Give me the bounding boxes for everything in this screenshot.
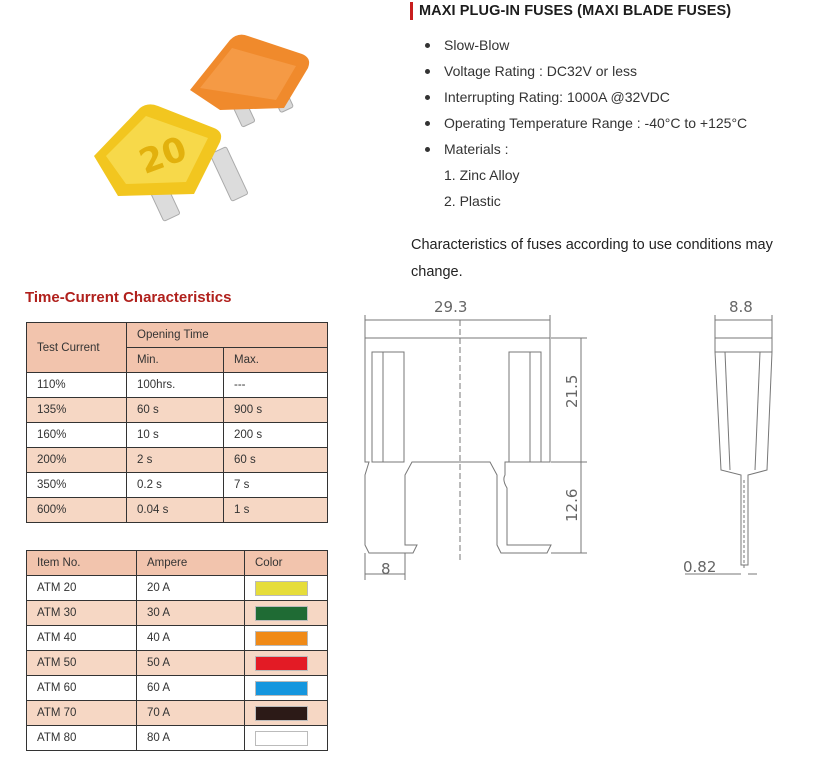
max-time-cell: 7 s: [224, 473, 328, 498]
spec-bullet: Materials :: [410, 136, 820, 162]
spec-bullet: Voltage Rating : DC32V or less: [410, 58, 820, 84]
table-row: [27, 473, 328, 498]
max-time-cell: 60 s: [224, 448, 328, 473]
item-no-cell: ATM 50: [27, 651, 137, 676]
color-swatch: [255, 656, 308, 671]
item-no-cell: ATM 30: [27, 601, 137, 626]
table-row: [27, 576, 328, 601]
ampere-header: Ampere: [137, 551, 245, 576]
table-row: [27, 423, 328, 448]
spec-section: [410, 2, 820, 214]
color-cell: [245, 576, 328, 601]
table-row: [27, 448, 328, 473]
color-cell: [245, 701, 328, 726]
test-current-cell: 110%: [27, 373, 127, 398]
color-cell: [245, 601, 328, 626]
thickness-dimension-label: 8.8: [729, 298, 753, 316]
min-time-cell: 60 s: [127, 398, 224, 423]
table-row: [27, 373, 328, 398]
svg-text:20: 20: [134, 128, 193, 183]
spec-bullet: Interrupting Rating: 1000A @32VDC: [410, 84, 820, 110]
spec-bullet: Slow-Blow: [410, 32, 820, 58]
ampere-cell: 80 A: [137, 726, 245, 751]
item-no-header: Item No.: [27, 551, 137, 576]
body-height-dimension-label: 21.5: [563, 374, 581, 408]
table-row: [27, 726, 328, 751]
test-current-cell: 200%: [27, 448, 127, 473]
item-no-cell: ATM 40: [27, 626, 137, 651]
material-item: 2. Plastic: [444, 193, 501, 209]
blade-height-dimension-label: 12.6: [563, 488, 581, 522]
color-header: Color: [245, 551, 328, 576]
min-time-cell: 0.04 s: [127, 498, 224, 523]
test-current-header: Test Current: [27, 323, 127, 373]
time-current-table: [26, 322, 328, 523]
color-cell: [245, 626, 328, 651]
width-dimension-label: 29.3: [434, 298, 468, 316]
item-no-cell: ATM 80: [27, 726, 137, 751]
color-cell: [245, 651, 328, 676]
orange-fuse-image: [190, 35, 309, 128]
ampere-cell: 50 A: [137, 651, 245, 676]
min-time-cell: 100hrs.: [127, 373, 224, 398]
spec-bullet: Operating Temperature Range : -40°C to +125°C: [410, 110, 820, 136]
material-item: 1. Zinc Alloy: [444, 167, 520, 183]
item-no-cell: ATM 20: [27, 576, 137, 601]
max-time-cell: ---: [224, 373, 328, 398]
color-swatch: [255, 581, 308, 596]
item-no-cell: ATM 70: [27, 701, 137, 726]
table-row: [27, 701, 328, 726]
ampere-cell: 20 A: [137, 576, 245, 601]
ampere-cell: 30 A: [137, 601, 245, 626]
spec-bullet-list: [410, 32, 820, 162]
color-swatch: [255, 731, 308, 746]
max-header: Max.: [224, 348, 328, 373]
dimension-drawing: [355, 290, 825, 590]
test-current-cell: 350%: [27, 473, 127, 498]
spec-title: MAXI PLUG-IN FUSES (MAXI BLADE FUSES): [410, 2, 820, 20]
table-header-row: [27, 551, 328, 576]
color-cell: [245, 726, 328, 751]
test-current-cell: 600%: [27, 498, 127, 523]
table-row: [27, 676, 328, 701]
ampere-cell: 70 A: [137, 701, 245, 726]
conditions-note: Characteristics of fuses according to use conditions may change.: [411, 237, 773, 280]
color-swatch: [255, 706, 308, 721]
table-row: [27, 398, 328, 423]
table-row: [27, 601, 328, 626]
blade-thickness-dimension-label: 0.82: [683, 558, 717, 576]
item-no-cell: ATM 60: [27, 676, 137, 701]
fuse-product-photo: [70, 18, 330, 258]
table-header-row: [27, 323, 328, 348]
front-view-outline: [365, 338, 551, 553]
color-swatch: [255, 681, 308, 696]
color-swatch: [255, 631, 308, 646]
color-cell: [245, 676, 328, 701]
time-current-title: Time-Current Characteristics: [25, 289, 232, 306]
max-time-cell: 900 s: [224, 398, 328, 423]
max-time-cell: 200 s: [224, 423, 328, 448]
min-time-cell: 10 s: [127, 423, 224, 448]
yellow-fuse-image: [94, 104, 248, 221]
ampere-cell: 60 A: [137, 676, 245, 701]
table-row: [27, 626, 328, 651]
color-swatch: [255, 606, 308, 621]
min-time-cell: 0.2 s: [127, 473, 224, 498]
blade-width-dimension-label: 8: [381, 560, 391, 578]
opening-time-header: Opening Time: [127, 323, 328, 348]
max-time-cell: 1 s: [224, 498, 328, 523]
fuse-color-table: [26, 550, 328, 751]
min-header: Min.: [127, 348, 224, 373]
min-time-cell: 2 s: [127, 448, 224, 473]
test-current-cell: 135%: [27, 398, 127, 423]
test-current-cell: 160%: [27, 423, 127, 448]
ampere-cell: 40 A: [137, 626, 245, 651]
table-row: [27, 498, 328, 523]
table-row: [27, 651, 328, 676]
